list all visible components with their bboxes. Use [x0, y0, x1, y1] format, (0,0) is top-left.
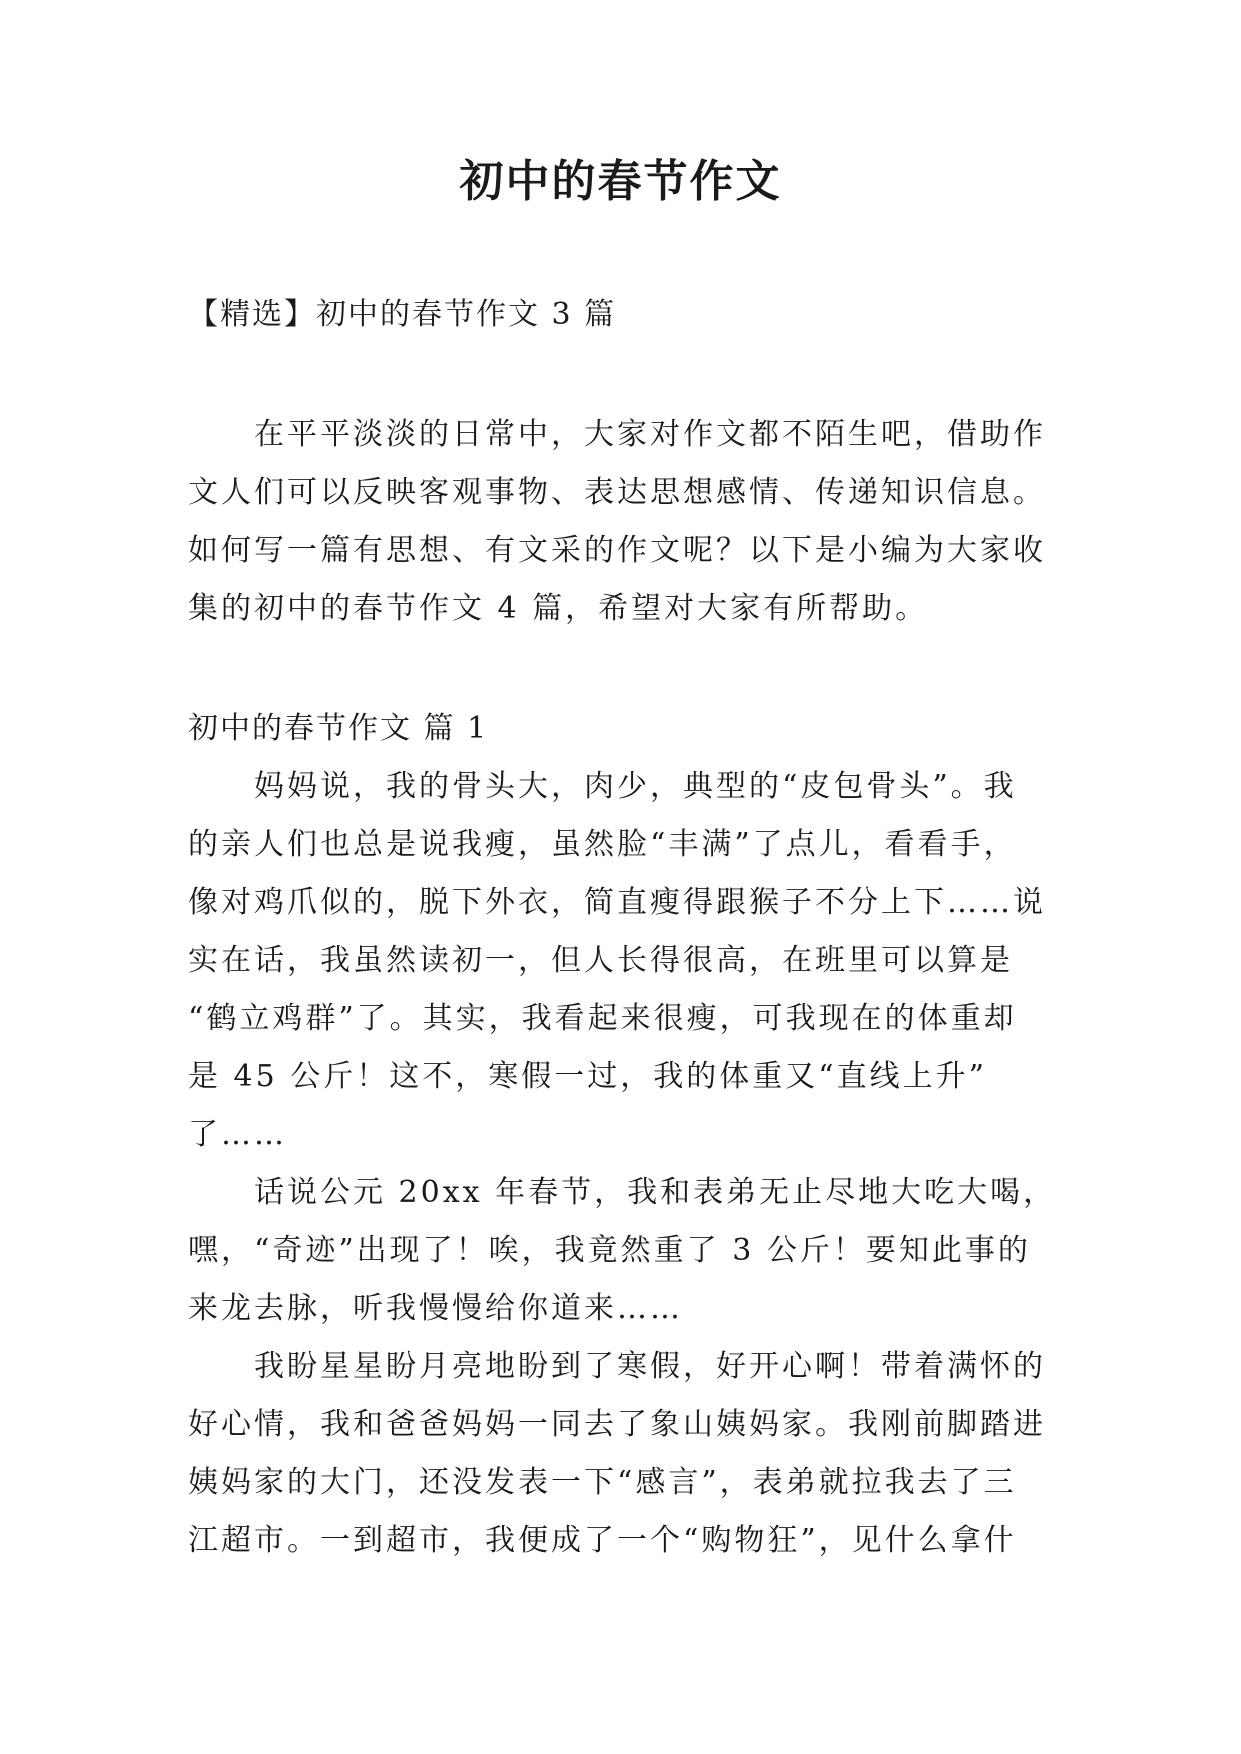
essay-line: 嘿，“奇迹”出现了！唉，我竟然重了 3 公斤！要知此事的	[188, 1233, 1031, 1268]
essay-line: 来龙去脉，听我慢慢给你道来……	[188, 1291, 683, 1326]
essay-line: 的亲人们也总是说我瘦，虽然脸“丰满”了点儿，看看手，	[188, 827, 1017, 862]
intro-line: 文人们可以反映客观事物、表达思想感情、传递知识信息。	[188, 475, 1046, 510]
document-subtitle: 【精选】初中的春节作文 3 篇	[188, 297, 617, 332]
essay-line: 话说公元 20xx 年春节，我和表弟无止尽地大吃大喝，	[254, 1175, 1057, 1210]
essay-line: 是 45 公斤！这不，寒假一过，我的体重又“直线上升”	[188, 1059, 987, 1094]
essay-line: 江超市。一到超市，我便成了一个“购物狂”，见什么拿什	[188, 1523, 1017, 1558]
essay-line: 我盼星星盼月亮地盼到了寒假，好开心啊！带着满怀的	[254, 1349, 1046, 1384]
essay-line: 实在话，我虽然读初一，但人长得很高，在班里可以算是	[188, 943, 1013, 978]
document-title: 初中的春节作文	[459, 156, 782, 207]
essay-line: 好心情，我和爸爸妈妈一同去了象山姨妈家。我刚前脚踏进	[188, 1407, 1046, 1442]
intro-line: 如何写一篇有思想、有文采的作文呢？以下是小编为大家收	[188, 533, 1046, 568]
essay-line: 妈妈说，我的骨头大，肉少，典型的“皮包骨头”。我	[254, 769, 1017, 804]
essay-line: 像对鸡爪似的，脱下外衣，简直瘦得跟猴子不分上下……说	[188, 885, 1046, 920]
essay-line: 姨妈家的大门，还没发表一下“感言”，表弟就拉我去了三	[188, 1465, 1017, 1500]
intro-line: 在平平淡淡的日常中，大家对作文都不陌生吧，借助作	[254, 417, 1046, 452]
intro-line: 集的初中的春节作文 4 篇，希望对大家有所帮助。	[188, 591, 929, 626]
intro-paragraph	[188, 406, 1068, 638]
essay-line: “鹤立鸡群”了。其实，我看起来很瘦，可我现在的体重却	[188, 1001, 1017, 1036]
essay-section-1	[188, 700, 1068, 1570]
section-heading: 初中的春节作文 篇 1	[188, 711, 489, 746]
essay-line: 了……	[188, 1117, 287, 1152]
